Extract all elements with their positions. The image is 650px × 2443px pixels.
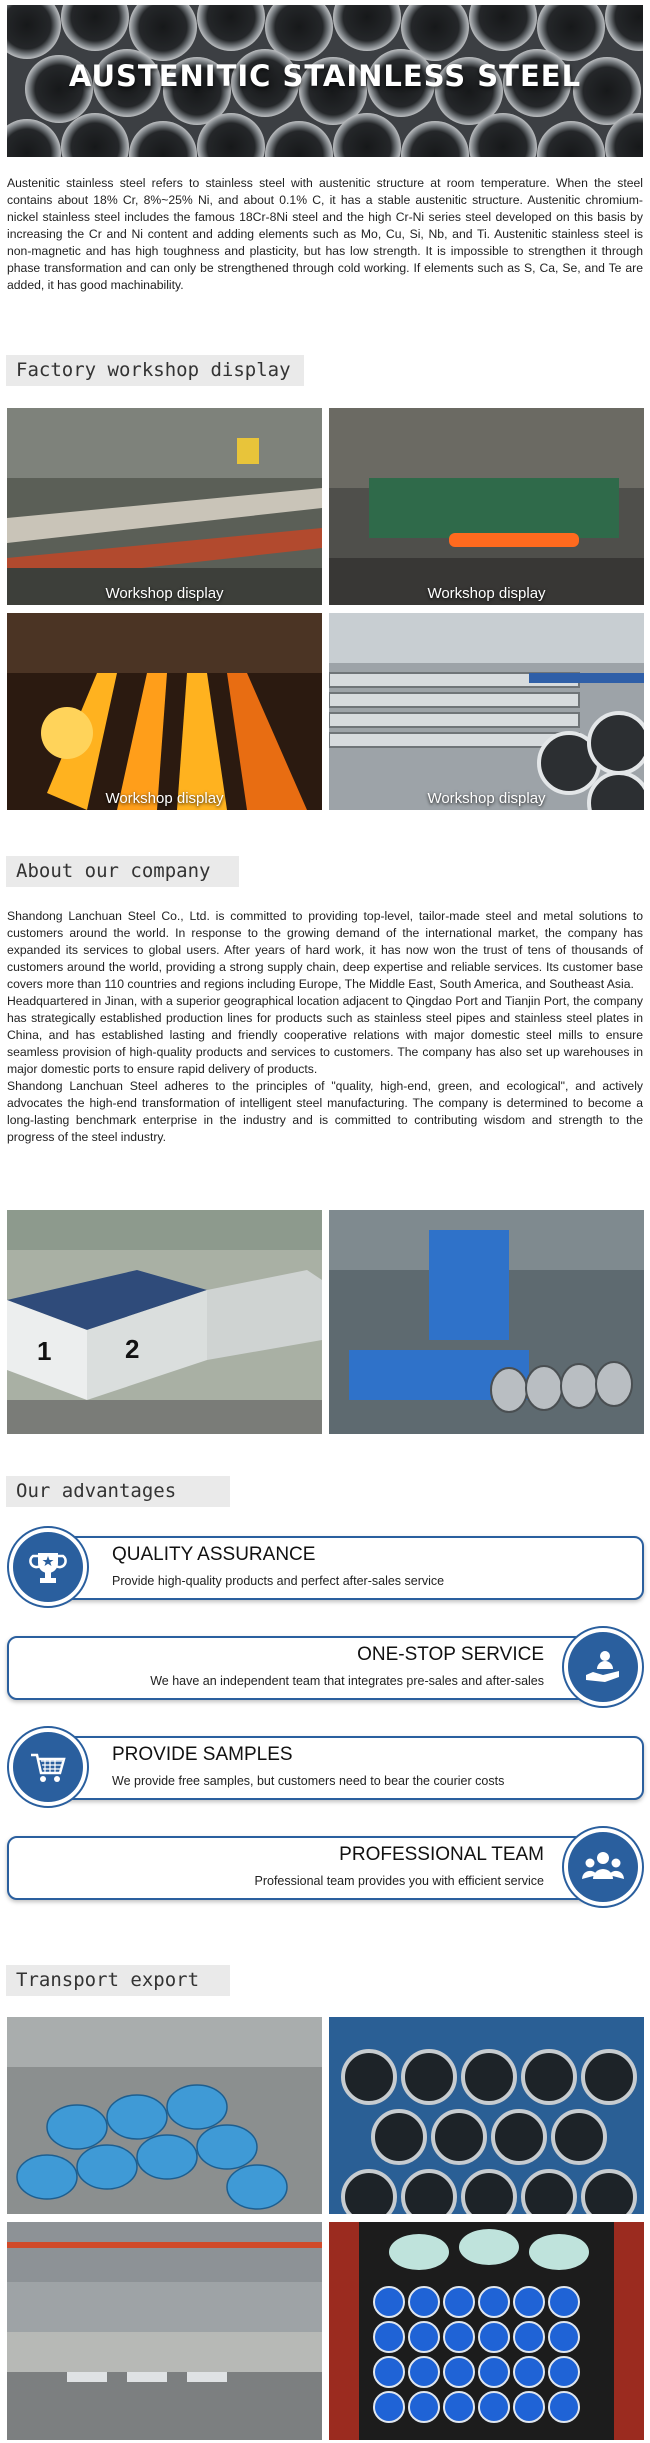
transport-photo-4 — [329, 2222, 644, 2440]
advantage-title: PROVIDE SAMPLES — [112, 1744, 293, 1765]
intro-text: Austenitic stainless steel refers to stainless steel with austenitic structure at room temperature. When the steel contains about 18% Cr, 8%~25% Ni, and about 0.1% C, it has a stable austenitic structure. Austenitic chromium-nickel stainless steel includes the famous 18Cr-8Ni steel and the high Cr-Ni series steel developed on this basis by increasing the Cr and Ni content and adding elements such as Mo, Cu, Si, Nb, and Ti. Austenitic stainless steel is non-magnetic and has high toughness and plasticity, but has low strength. It is impossible to strengthen it through phase transformation and can only be strengthened through cold working. If elements such as S, Ca, Se, and Te are added, it has good machinability. — [7, 176, 643, 292]
building-number-1: 1 — [37, 1336, 52, 1366]
section-title-advantages: Our advantages — [6, 1476, 230, 1507]
workshop-caption-2: Workshop display — [427, 585, 546, 602]
company-paragraph-2: Headquartered in Jinan, with a superior geographical location adjacent to Qingdao Port and Tianjin Port, the company has strategically established production lines for products such as stainless steel pipes and stainless steel plates in China, and has established lasting and friendly cooperative relations with major domestic steel mills to ensure seamless provision of high-quality products and services to customers. The company has also set up warehouses in major domestic ports to ensure rapid delivery of products. — [7, 994, 643, 1076]
shopping-cart-icon-circle — [7, 1726, 89, 1808]
section-title-company: About our company — [6, 856, 239, 887]
workshop-photo-1 — [7, 408, 322, 605]
trophy-icon — [28, 1547, 68, 1587]
advantage-desc: Professional team provides you with efficient service — [254, 1874, 544, 1888]
service-hand-icon — [583, 1647, 623, 1687]
workshop-photo-2 — [329, 408, 644, 605]
team-icon — [582, 1847, 624, 1887]
advantage-one-stop-service — [7, 1626, 644, 1691]
transport-photo-3 — [7, 2222, 322, 2440]
section-title-workshop: Factory workshop display — [6, 355, 304, 386]
advantage-professional-team — [7, 1826, 644, 1891]
company-aerial-photo — [7, 1210, 322, 1434]
advantage-desc: We have an independent team that integrates pre-sales and after-sales — [150, 1674, 544, 1688]
hero-banner — [7, 5, 643, 157]
company-production-photo — [329, 1210, 644, 1434]
transport-photo-2 — [329, 2017, 644, 2214]
company-paragraph-3: Shandong Lanchuan Steel adheres to the principles of "quality, high-end, green, and ecological", and actively advocates the high-end transformation of intelligent steel manufacturing. The company is determined to become a long-lasting benchmark enterprise in the industry and is committed to contributing wisdom and strength to the progress of the steel industry. — [7, 1079, 643, 1144]
section-title-transport: Transport export — [6, 1965, 230, 1996]
service-hand-icon-circle — [562, 1626, 644, 1708]
workshop-caption-3: Workshop display — [105, 790, 224, 807]
workshop-caption-4: Workshop display — [427, 790, 546, 807]
workshop-photo-4 — [329, 613, 644, 810]
advantage-quality-assurance — [7, 1526, 644, 1591]
shopping-cart-icon — [28, 1747, 68, 1787]
company-paragraph-1: Shandong Lanchuan Steel Co., Ltd. is committed to providing top-level, tailor-made steel and metal solutions to customers around the world. In response to the growing demand of the international market, the company has expanded its services to global users. After years of hard work, it has now won the trust of tens of thousands of customers around the world, providing a strong supply chain, deep expertise and reliable services. Its customer base covers more than 110 countries and regions including Europe, The Middle East, South America, and Southeast Asia. — [7, 909, 643, 991]
team-icon-circle — [562, 1826, 644, 1908]
transport-photo-1 — [7, 2017, 322, 2214]
advantage-title: QUALITY ASSURANCE — [112, 1544, 316, 1565]
advantage-desc: Provide high-quality products and perfect after-sales service — [112, 1574, 445, 1588]
advantage-provide-samples — [7, 1726, 644, 1791]
workshop-photo-3 — [7, 613, 322, 810]
intro-paragraph — [7, 175, 643, 294]
workshop-caption-1: Workshop display — [105, 585, 224, 602]
trophy-icon-circle — [7, 1526, 89, 1608]
page-title: AUSTENITIC STAINLESS STEEL — [68, 59, 582, 93]
company-paragraphs — [7, 908, 643, 1146]
building-number-2: 2 — [125, 1334, 140, 1364]
advantage-title: ONE-STOP SERVICE — [357, 1644, 544, 1665]
advantage-desc: We provide free samples, but customers need to bear the courier costs — [112, 1774, 505, 1788]
advantage-title: PROFESSIONAL TEAM — [339, 1844, 544, 1865]
